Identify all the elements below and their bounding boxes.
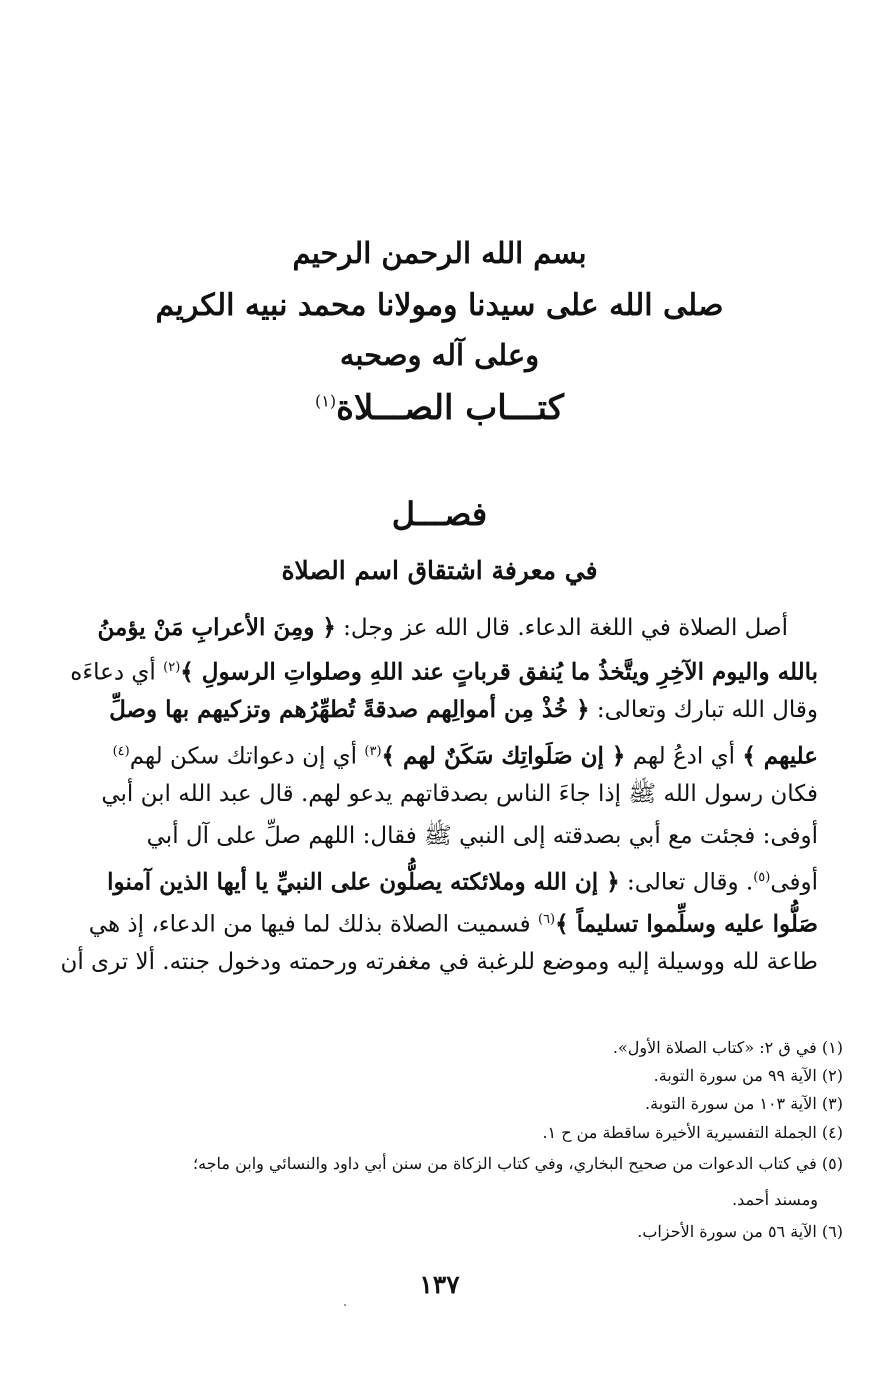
footnote-marker: (٢) [163,660,181,675]
footnote-marker: (٣) [364,744,382,759]
quran-verse: ﴿ خُذْ مِن أموالِهم صدقةً تُطهِّرُهم وتزكيهم بها وصلِّ [109,696,590,723]
footnote-marker: (١) [315,391,337,411]
footnote: (٣) الآية ١٠٣ من سورة التوبة. [645,1094,843,1113]
body-line: أصل الصلاة في اللغة الدعاء. قال الله عز وجل: ﴿ ومِنَ الأعرابِ مَنْ يؤمنُ [97,614,788,641]
body-line: فكان رسول الله ﷺ إذا جاءَ الناس بصدقاتهم يدعو لهم. قال عبد الله ابن أبي [101,781,818,807]
footnote-marker: (٦) [537,912,556,927]
body-line: أوفى: فجئت مع أبي بصدقته إلى النبي ﷺ فقال: اللهم صلِّ على آل أبي [146,823,818,849]
footnote-continuation: ومسند أحمد. [732,1190,818,1209]
body-line: صَلُّوا عليه وسلِّموا تسليماً ﴾$^{(٦)}$ فسميت الصلاة بذلك لما فيها من الدعاء، إذ هي [88,910,818,938]
footnote: (٦) الآية ٥٦ من سورة الأحزاب. [637,1222,843,1241]
salawat-heading: صلى الله على سيدنا ومولانا محمد نبيه الكريم [155,288,724,323]
section-subtitle: في معرفة اشتقاق اسم الصلاة [281,556,598,585]
quran-verse: بالله واليوم الآخِرِ ويتَّخذُ ما يُنفق قرباتٍ عند اللهِ وصلواتِ الرسولِ ﴾ [180,658,818,686]
body-line: أوفى$^{(٥)}$. وقال تعالى: ﴿ إن الله وملائكته يصلُّون على النبيِّ يا أيها الذين آمنوا [107,868,818,896]
quran-verse: عليهم ﴾ [742,742,818,770]
body-line: عليهم ﴾ أي ادعُ لهم ﴿ إن صَلَواتِك سَكَنٌ لهم ﴾$^{(٣)}$ أي إن دعواتك سكن لهم$^{(٤)}$ [112,742,818,770]
footnote-marker: (٤) [112,744,130,759]
book-title [0,388,879,428]
footnote: (٤) الجملة التفسيرية الأخيرة ساقطة من ح ١. [542,1123,843,1142]
footnote: (٥) في كتاب الدعوات من صحيح البخاري، وفي كتاب الزكاة من سنن أبي داود والنسائي وابن ماجه؛ [192,1154,843,1173]
body-line: بالله واليوم الآخِرِ ويتَّخذُ ما يُنفق قرباتٍ عند اللهِ وصلواتِ الرسولِ ﴾$^{(٢)}$ أي دعاءَه [70,658,818,686]
page-number: ١٣٧ [419,1270,460,1299]
footnote: (٢) الآية ٩٩ من سورة التوبة. [653,1066,843,1085]
quran-verse: صَلُّوا عليه وسلِّموا تسليماً ﴾ [555,910,818,938]
quran-verse: ﴿ ومِنَ الأعرابِ مَنْ يؤمنُ [97,614,336,641]
family-heading: وعلى آله وصحبه [339,338,540,372]
section-title: فصـــل [391,495,488,533]
body-line: وقال الله تبارك وتعالى: ﴿ خُذْ مِن أموالِهم صدقةً تُطهِّرُهم وتزكيهم بها وصلِّ [109,696,818,723]
basmala-heading: بسم الله الرحمن الرحيم [292,236,587,270]
quran-verse: ﴿ إن الله وملائكته يصلُّون على النبيِّ يا أيها الذين آمنوا [107,868,620,896]
quran-verse: ﴿ إن صَلَواتِك سَكَنٌ لهم ﴾ [381,742,626,770]
body-line: طاعة لله ووسيلة إليه وموضع للرغبة في مغفرته ورحمته ودخول جنته. ألا ترى أن [60,949,818,975]
book-title-text: كتـــاب الصـــلاة [336,388,564,428]
footnote-marker: (٥) [753,870,771,885]
scan-speck [344,1304,346,1306]
footnote: (١) في ق ٢: «كتاب الصلاة الأول». [612,1038,843,1057]
